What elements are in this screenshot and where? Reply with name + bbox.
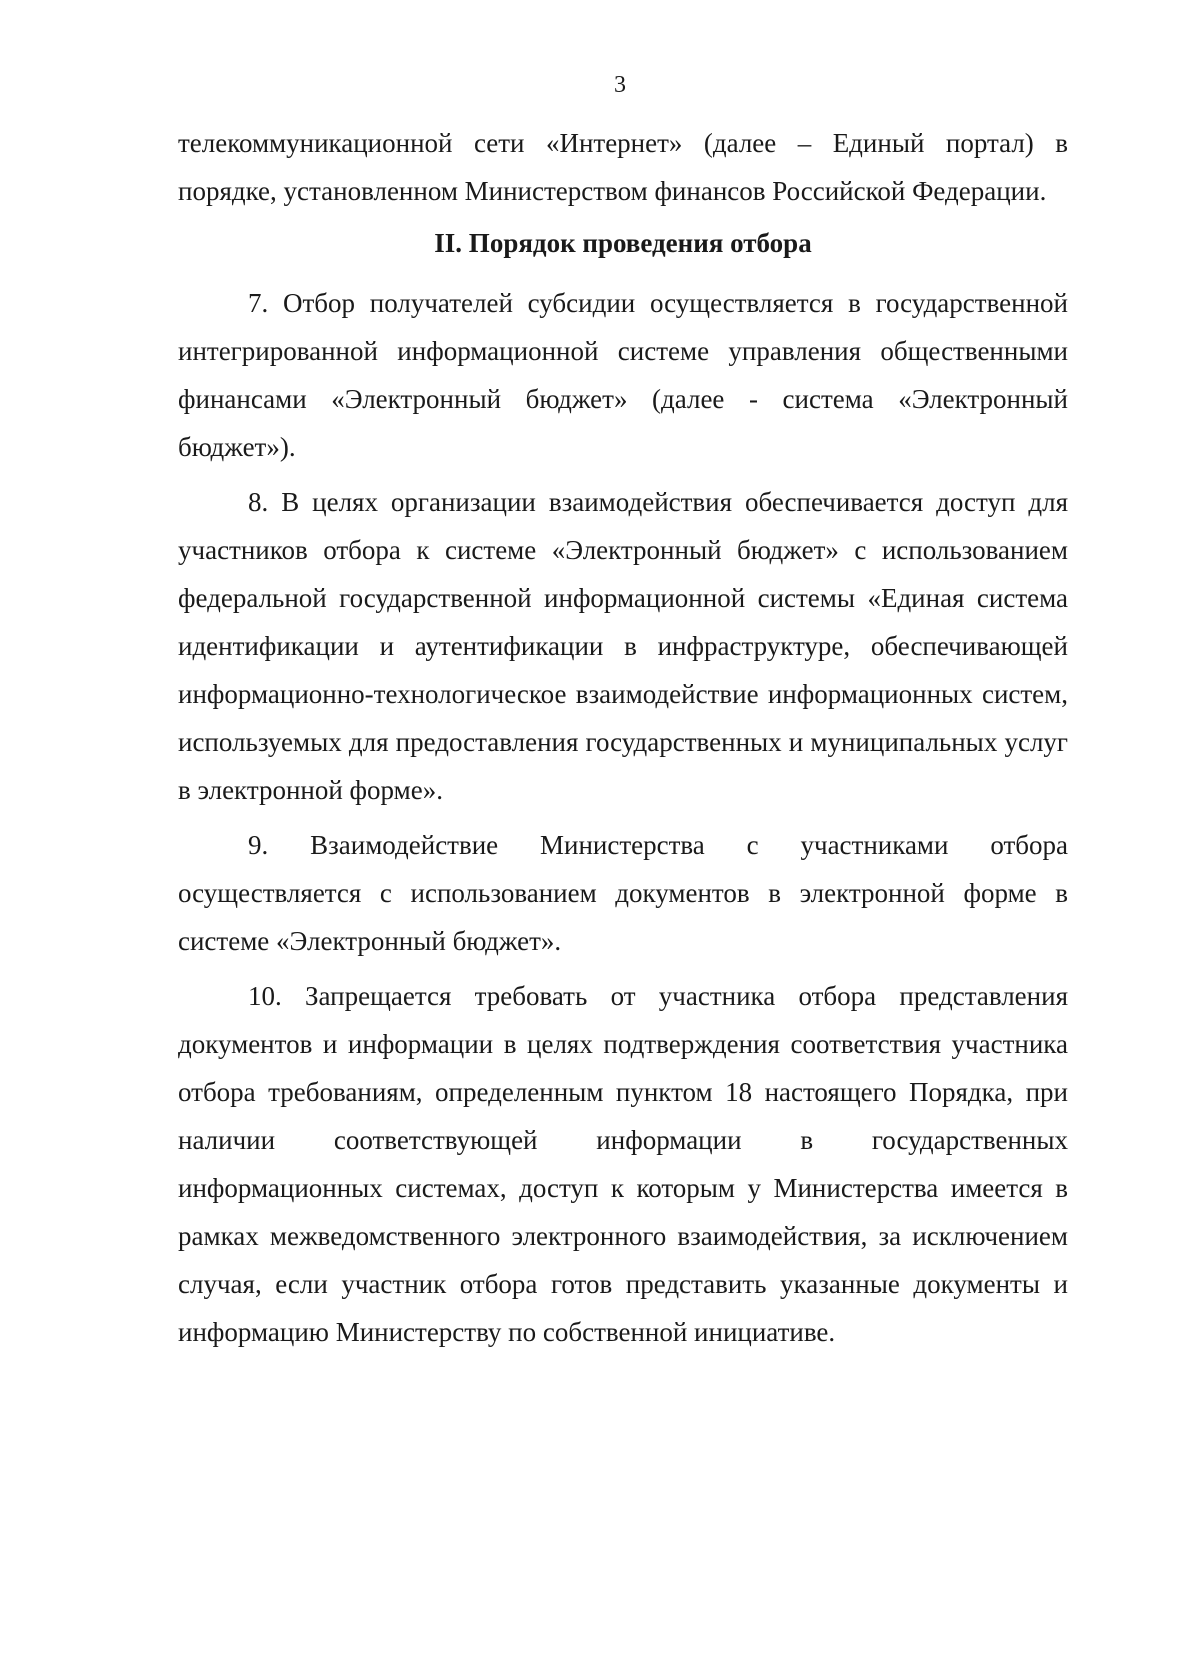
continuation-paragraph: телекоммуникационной сети «Интернет» (далее – Единый портал) в порядке, установленном Министерством финансов Российской Федерации.: [178, 128, 1068, 206]
document-body: [178, 119, 1068, 1356]
paragraph-10: 10. Запрещается требовать от участника отбора представления документов и информации в целях подтверждения соответствия участника отбора требованиям, определенным пунктом 18 настоящего Порядка, при наличии соответствующей информации в государственных информационных системах, доступ к которым у Министерства имеется в рамках межведомственного электронного взаимодействия, за исключением случая, если участник отбора готов представить указанные документы и информацию Министерству по собственной инициативе.: [178, 981, 1068, 1347]
section-heading: II. Порядок проведения отбора: [434, 228, 812, 258]
paragraph-7: 7. Отбор получателей субсидии осуществляется в государственной интегрированной информационной системе управления общественными финансами «Электронный бюджет» (далее - система «Электронный бюджет»).: [178, 288, 1068, 462]
paragraph-9: 9. Взаимодействие Министерства с участниками отбора осуществляется с использованием документов в электронной форме в системе «Электронный бюджет».: [178, 830, 1068, 956]
paragraph-8: 8. В целях организации взаимодействия обеспечивается доступ для участников отбора к системе «Электронный бюджет» с использованием федеральной государственной информационной системы «Единая система идентификации и аутентификации в инфраструктуре, обеспечивающей информационно-технологическое взаимодействие информационных систем, используемых для предоставления государственных и муниципальных услуг в электронной форме».: [178, 487, 1068, 805]
page-number: 3: [614, 72, 626, 98]
